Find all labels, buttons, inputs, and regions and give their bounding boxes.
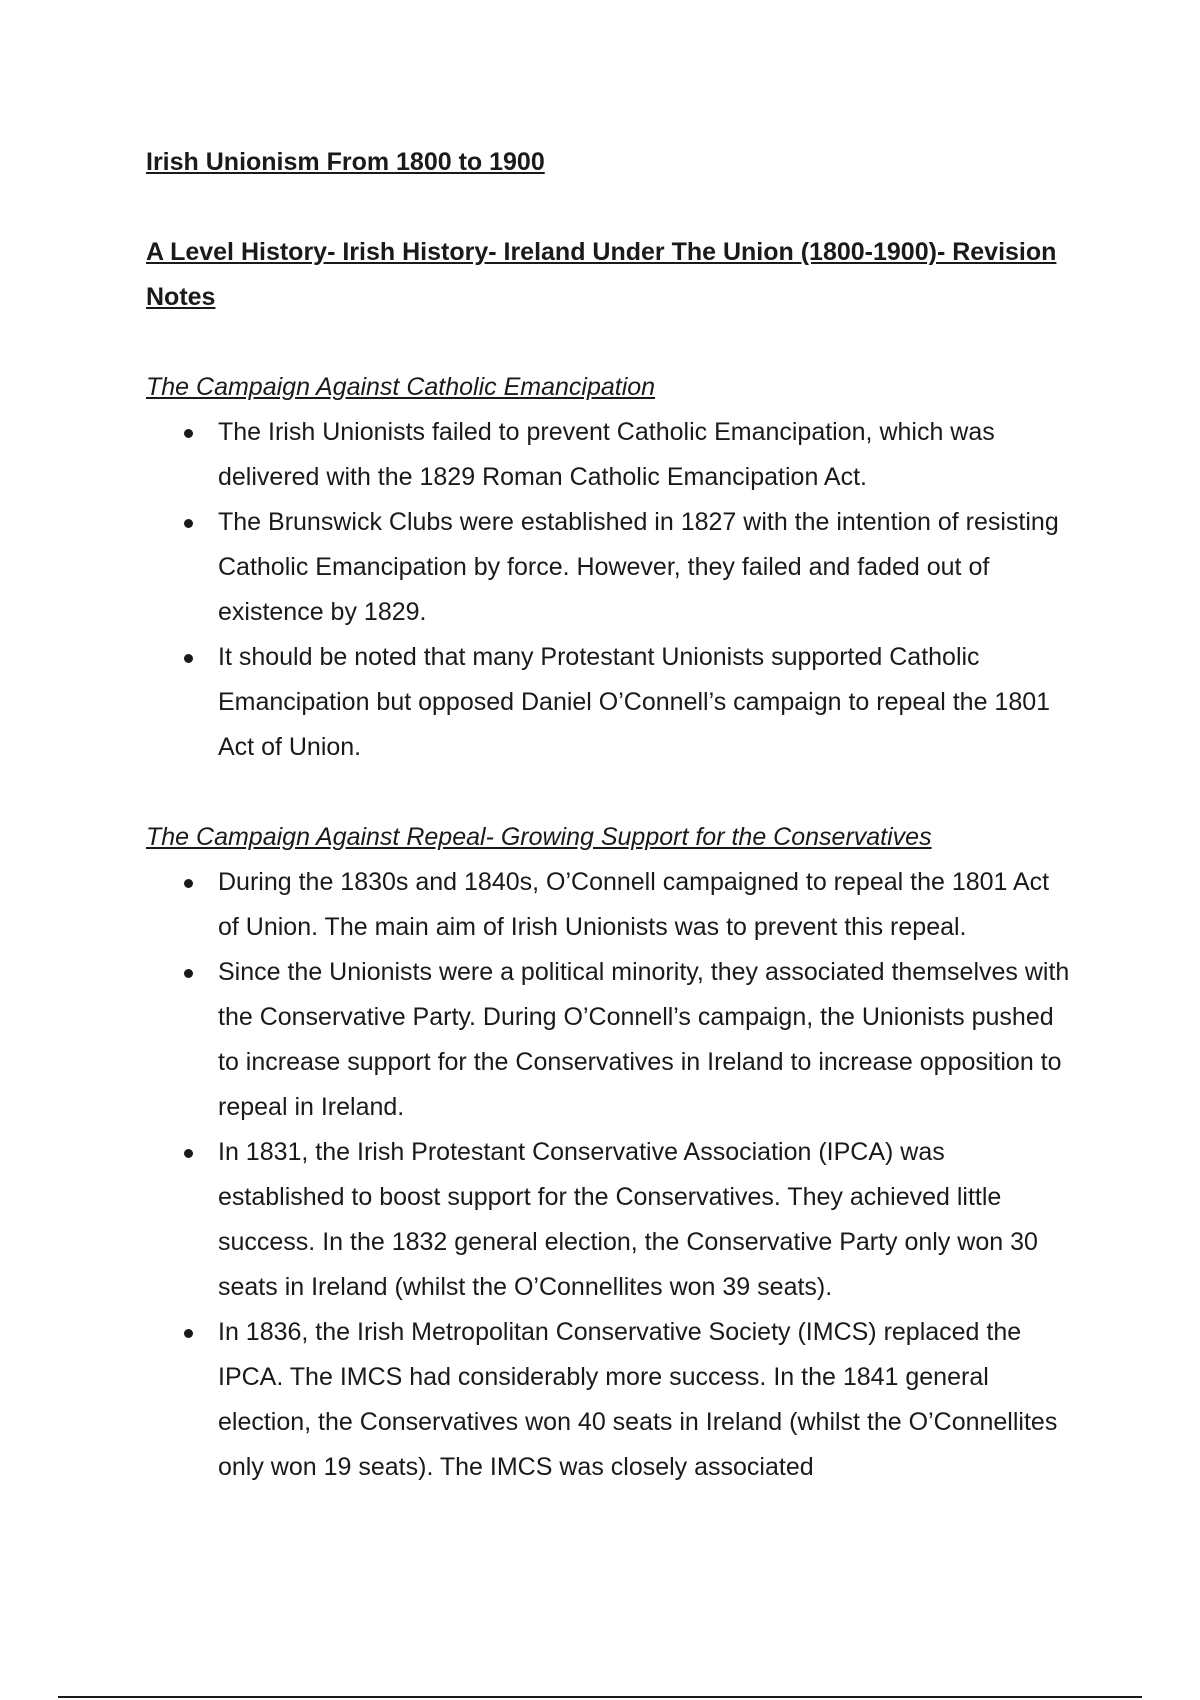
section-heading: The Campaign Against Catholic Emancipation	[146, 373, 656, 401]
document-body	[146, 140, 1076, 1490]
list-item	[146, 860, 1076, 950]
bullet-icon	[184, 1149, 193, 1158]
list-item	[146, 500, 1076, 635]
list-item-text: Since the Unionists were a political minority, they associated themselves with the Conservative Party. During O’Connell’s campaign, the Unionists pushed to increase support for the Conservatives in Ireland to increase opposition to repeal in Ireland.	[218, 958, 1070, 1121]
section-campaign-against-repeal	[146, 815, 1076, 1490]
list-item-text: It should be noted that many Protestant Unionists supported Catholic Emancipation but opposed Daniel O’Connell’s campaign to repeal the 1801 Act of Union.	[218, 643, 1051, 761]
section-heading: The Campaign Against Repeal- Growing Support for the Conservatives	[146, 823, 932, 851]
bullet-icon	[184, 1329, 193, 1338]
list-item	[146, 635, 1076, 770]
list-item	[146, 950, 1076, 1130]
bullet-list	[146, 860, 1076, 1490]
list-item-text: During the 1830s and 1840s, O’Connell campaigned to repeal the 1801 Act of Union. The main aim of Irish Unionists was to prevent this repeal.	[218, 868, 1050, 941]
list-item-text: In 1831, the Irish Protestant Conservative Association (IPCA) was established to boost support for the Conservatives. They achieved little success. In the 1832 general election, the Conservative Party only won 30 seats in Ireland (whilst the O’Connellites won 39 seats).	[218, 1138, 1038, 1301]
list-item-text: In 1836, the Irish Metropolitan Conservative Society (IMCS) replaced the IPCA. The IMCS had considerably more success. In the 1841 general election, the Conservatives won 40 seats in Ireland (whilst the O’Connellites only won 19 seats). The IMCS was closely associated	[218, 1318, 1058, 1481]
bullet-list	[146, 410, 1076, 770]
bullet-icon	[184, 519, 193, 528]
bullet-icon	[184, 879, 193, 888]
bullet-icon	[184, 654, 193, 663]
list-item	[146, 410, 1076, 500]
document-title: Irish Unionism From 1800 to 1900	[146, 148, 545, 176]
bullet-icon	[184, 969, 193, 978]
section-catholic-emancipation	[146, 365, 1076, 770]
list-item	[146, 1130, 1076, 1310]
footer-divider	[58, 1696, 1142, 1698]
list-item-text: The Irish Unionists failed to prevent Catholic Emancipation, which was delivered with the 1829 Roman Catholic Emancipation Act.	[218, 418, 995, 491]
list-item	[146, 1310, 1076, 1490]
list-item-text: The Brunswick Clubs were established in 1827 with the intention of resisting Catholic Emancipation by force. However, they failed and faded out of existence by 1829.	[218, 508, 1059, 626]
bullet-icon	[184, 429, 193, 438]
document-subtitle: A Level History- Irish History- Ireland Under The Union (1800-1900)- Revision Notes	[146, 238, 1057, 311]
